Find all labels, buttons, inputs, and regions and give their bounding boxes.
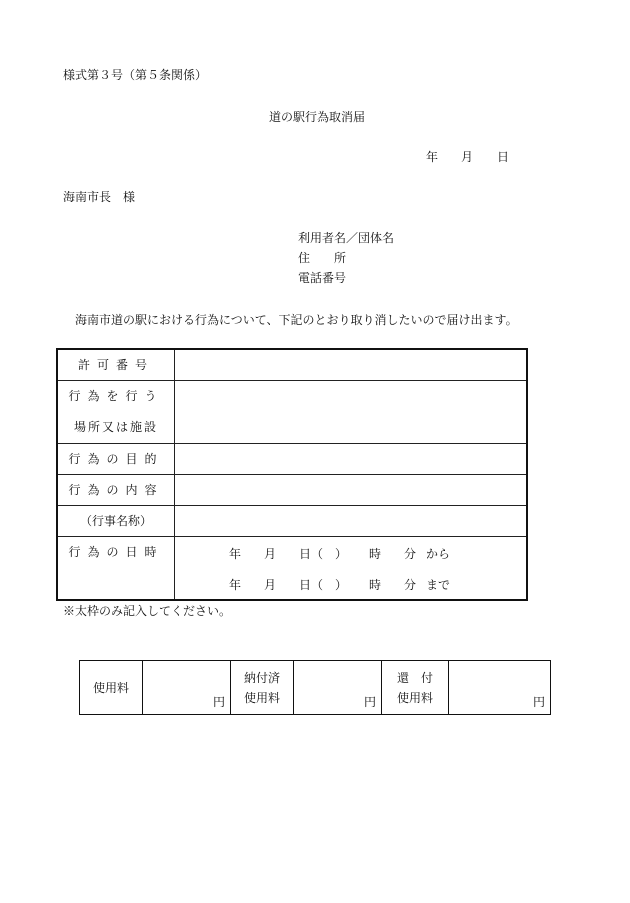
- place-label: [57, 380, 175, 443]
- datetime-to-line: [175, 568, 526, 599]
- datetime-label: [57, 536, 175, 600]
- date-month: 月: [461, 150, 474, 164]
- from-hour: 時: [369, 546, 382, 561]
- event-name-label: （行事名称）: [57, 505, 175, 536]
- content-field[interactable]: [175, 474, 528, 505]
- refund-fee-label-line1: 還 付: [396, 670, 433, 685]
- permit-number-field[interactable]: [175, 349, 528, 380]
- fee-table: [79, 660, 551, 715]
- application-table: [56, 348, 528, 601]
- from-suffix: から: [426, 546, 451, 561]
- form-number: 様式第３号（第５条関係）: [63, 68, 208, 82]
- paid-fee-label-line1: 納付済: [243, 670, 280, 685]
- purpose-field[interactable]: [175, 443, 528, 474]
- from-minute: 分: [404, 546, 417, 561]
- place-field[interactable]: [175, 380, 528, 443]
- to-month: 月: [264, 577, 277, 592]
- to-hour: 時: [369, 577, 382, 592]
- refund-fee-field[interactable]: [449, 661, 551, 715]
- paid-fee-label: [231, 661, 294, 715]
- from-month: 月: [264, 546, 277, 561]
- paid-fee-yen: 円: [363, 695, 376, 709]
- applicant-address-label: 住 所: [298, 251, 347, 265]
- usage-fee-field[interactable]: [143, 661, 231, 715]
- to-year: 年: [229, 577, 242, 592]
- datetime-label-text: 行為の日時: [68, 544, 164, 559]
- purpose-label: 行為の目的: [57, 443, 175, 474]
- datetime-from-line: [175, 537, 526, 568]
- applicant-phone-label: 電話番号: [298, 271, 347, 285]
- paid-fee-label-line2: 使用料: [243, 690, 280, 705]
- from-year: 年: [229, 546, 242, 561]
- event-name-field[interactable]: [175, 505, 528, 536]
- refund-fee-label: [382, 661, 449, 715]
- statement: 海南市道の駅における行為について、下記のとおり取り消したいので届け出ます。: [75, 313, 518, 327]
- applicant-name-label: 利用者名／団体名: [298, 231, 395, 245]
- paid-fee-field[interactable]: [294, 661, 382, 715]
- datetime-field[interactable]: [175, 536, 528, 600]
- date-year: 年: [426, 150, 439, 164]
- usage-fee-label: 使用料: [80, 661, 143, 715]
- place-label-line2: 場所又は施設: [73, 419, 158, 434]
- place-label-line1: 行為を行う: [68, 388, 164, 403]
- to-suffix: まで: [426, 577, 451, 592]
- to-day: 日（ ）: [299, 577, 348, 592]
- document-title: 道の駅行為取消届: [269, 110, 366, 124]
- usage-fee-yen: 円: [212, 695, 225, 709]
- date-day: 日: [497, 150, 510, 164]
- addressee: 海南市長 様: [63, 190, 136, 204]
- from-day: 日（ ）: [299, 546, 348, 561]
- content-label: 行為の内容: [57, 474, 175, 505]
- permit-number-label: 許可番号: [57, 349, 175, 380]
- refund-fee-label-line2: 使用料: [396, 690, 433, 705]
- note: ※太枠のみ記入してください。: [63, 604, 232, 618]
- to-minute: 分: [404, 577, 417, 592]
- refund-fee-yen: 円: [532, 695, 545, 709]
